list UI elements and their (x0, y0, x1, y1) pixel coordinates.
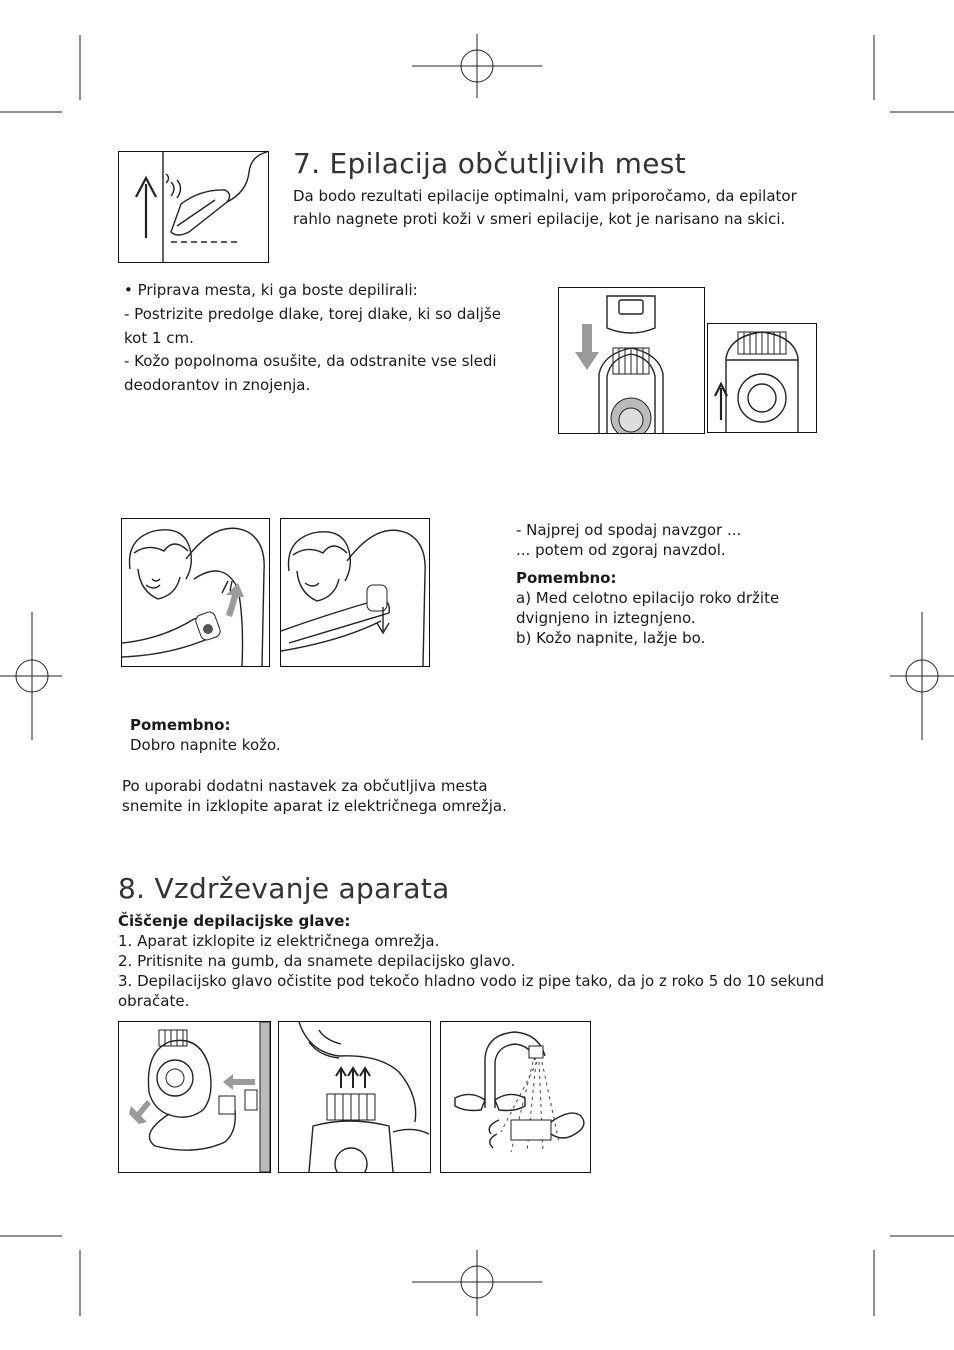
underarm-down-illustration (280, 518, 430, 667)
important2-text: Dobro napnite kožo. (130, 736, 281, 754)
important-item-3: b) Kožo napnite, lažje bo. (516, 629, 706, 647)
section-8-subtitle: Čiščenje depilacijske glave: (118, 912, 351, 930)
remove-head-illustration (278, 1021, 431, 1173)
unplug-illustration (118, 1021, 271, 1173)
prep-line-3: kot 1 cm. (124, 329, 194, 347)
direction-line-1: - Najprej od spodaj navzgor ... (516, 521, 742, 539)
prep-line-5: deodorantov in znojenja. (124, 376, 311, 394)
section-7-intro-line-2: rahlo nagnete proti koži v smeri epilacije, kot je narisano na skici. (293, 210, 786, 228)
arrow-up-icon (715, 384, 727, 420)
step-3-cont: obračate. (118, 992, 190, 1010)
important-label: Pomembno: (516, 569, 617, 587)
epilator-head-illustration (707, 323, 817, 433)
rinse-tap-illustration (440, 1021, 591, 1173)
step-1: 1. Aparat izklopite iz električnega omrežja. (118, 932, 440, 950)
cap-attach-illustration (558, 287, 705, 434)
direction-line-2: ... potem od zgoraj navzdol. (516, 541, 726, 559)
after-use-line-2: snemite in izklopite aparat iz električnega omrežja. (122, 797, 507, 815)
section-7-intro-line-1: Da bodo rezultati epilacije optimalni, vam priporočamo, da epilator (293, 187, 797, 205)
arrow-down-icon (575, 324, 599, 370)
arrow-up-icon (136, 178, 156, 238)
after-use-line-1: Po uporabi dodatni nastavek za občutljiva mesta (122, 777, 488, 795)
important-item-2: dvignjeno in iztegnjeno. (516, 609, 696, 627)
section-7-title: 7. Epilacija občutljivih mest (293, 147, 686, 180)
epilator-angle-illustration (118, 151, 269, 263)
underarm-up-illustration (121, 518, 270, 667)
arrow-diagonal-icon (129, 1100, 151, 1124)
prep-line-1: • Priprava mesta, ki ga boste depilirali: (124, 281, 418, 299)
prep-line-2: - Postrizite predolge dlake, torej dlake, ki so daljše (124, 305, 501, 323)
important2-label: Pomembno: (130, 716, 231, 734)
prep-line-4: - Kožo popolnoma osušite, da odstranite vse sledi (124, 352, 497, 370)
arrow-left-icon (223, 1074, 255, 1090)
important-item-1: a) Med celotno epilacijo roko držite (516, 589, 780, 607)
arrow-up-icon (336, 1068, 370, 1088)
step-2: 2. Pritisnite na gumb, da snamete depilacijsko glavo. (118, 952, 516, 970)
step-3: 3. Depilacijsko glavo očistite pod tekočo hladno vodo iz pipe tako, da jo z roko 5 do 10 sekund (118, 972, 825, 990)
section-8-title: 8. Vzdrževanje aparata (118, 872, 450, 905)
